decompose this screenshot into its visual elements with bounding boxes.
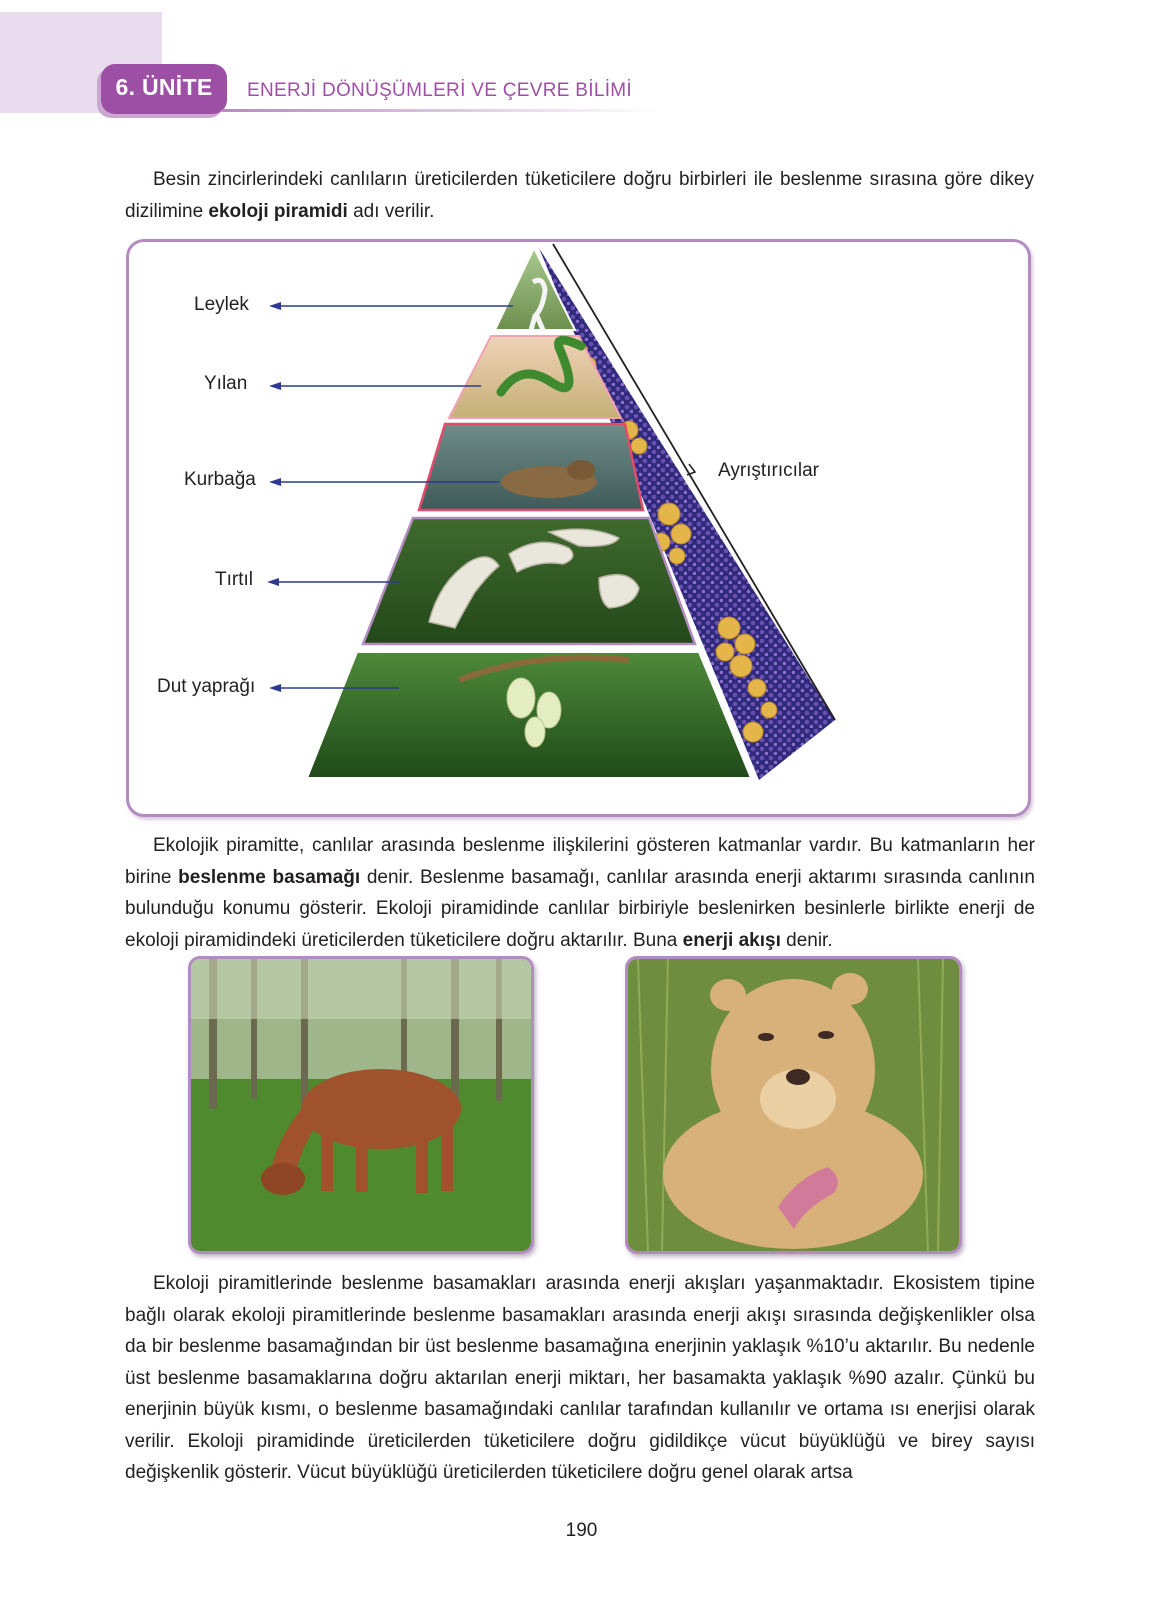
- intro-text: Besin zincirlerindeki canlıların üreticilerden tüketicilere doğru birbirleri ile beslenme sırasına göre dikey dizilimine: [125, 169, 1034, 222]
- term-enerji-akisi: enerji akışı: [682, 929, 781, 951]
- p2-text-c: denir.: [780, 929, 833, 951]
- intro-paragraph: [125, 164, 1034, 227]
- intro-text-end: adı verilir.: [347, 200, 435, 222]
- term-ekoloji-piramidi: ekoloji piramidi: [208, 200, 348, 222]
- trophic-level-paragraph: [125, 830, 1035, 956]
- label-yilan: Yılan: [204, 373, 248, 394]
- label-dut-yapragi: Dut yaprağı: [157, 676, 256, 697]
- label-ayristiricilar: Ayrıştırıcılar: [718, 460, 819, 481]
- lioness-eating-photo: [625, 956, 962, 1254]
- chapter-title: ENERJİ DÖNÜŞÜMLERİ VE ÇEVRE BİLİMİ: [247, 80, 632, 101]
- page-number: 190: [565, 1520, 598, 1541]
- p2-text-a: Ekolojik piramitte, canlılar arasında beslenme ilişkilerini gösteren katmanlar vardır. Bu katmanların her birine: [125, 835, 1035, 888]
- label-leylek: Leylek: [194, 294, 249, 315]
- pyramid-illustration: [129, 242, 1028, 814]
- label-kurbaga: Kurbağa: [184, 469, 256, 490]
- unit-badge: [101, 64, 227, 114]
- level-kurbaga-band: [419, 424, 643, 510]
- level-tirtil-band: [363, 518, 695, 644]
- unit-label: 6. ÜNİTE: [115, 74, 213, 100]
- label-tirtil: Tırtıl: [215, 569, 253, 590]
- header-rule: [222, 109, 660, 112]
- term-beslenme-basamagi: beslenme basamağı: [178, 866, 361, 888]
- goat-grazing-photo: [188, 956, 534, 1254]
- energy-flow-paragraph: Ekoloji piramitlerinde beslenme basamakları arasında enerji akışları yaşanmaktadır. Ekosistem tipine bağlı olarak ekoloji piramitlerinde beslenme basamakları arasında enerji akışı sırasında değişkenlikler olsa da bir beslenme basamağından bir üst beslenme basamağına enerjinin yaklaşık %10’u aktarılır. Bu nedenle üst beslenme basamaklarına doğru aktarılan enerji miktarı, her basamakta yaklaşık %90 azalır. Çünkü bu enerjinin büyük kısmı, o beslenme basamağındaki canlılar tarafından kullanılır ve ortama ısı enerjisi olarak verilir. Ekoloji piramidinde üreticilerden tüketicilere doğru gidildikçe vücut büyüklüğü ve birey sayısı değişkenlik gösterir. Vücut büyüklüğü üreticilerden tüketicilere doğru genel olarak artsa: [125, 1273, 1035, 1483]
- p2-text-b: denir. Beslenme basamağı, canlılar arasında enerji aktarımı sırasında canlının bulunduğu konumu gösterir. Ekoloji piramidinde canlılar birbiriyle beslenirken besinlerle birlikte enerji de ekoloji piramidindeki üreticilerden tüketicilere doğru aktarılır. Buna: [125, 866, 1035, 951]
- ecological-pyramid-figure: [126, 239, 1031, 817]
